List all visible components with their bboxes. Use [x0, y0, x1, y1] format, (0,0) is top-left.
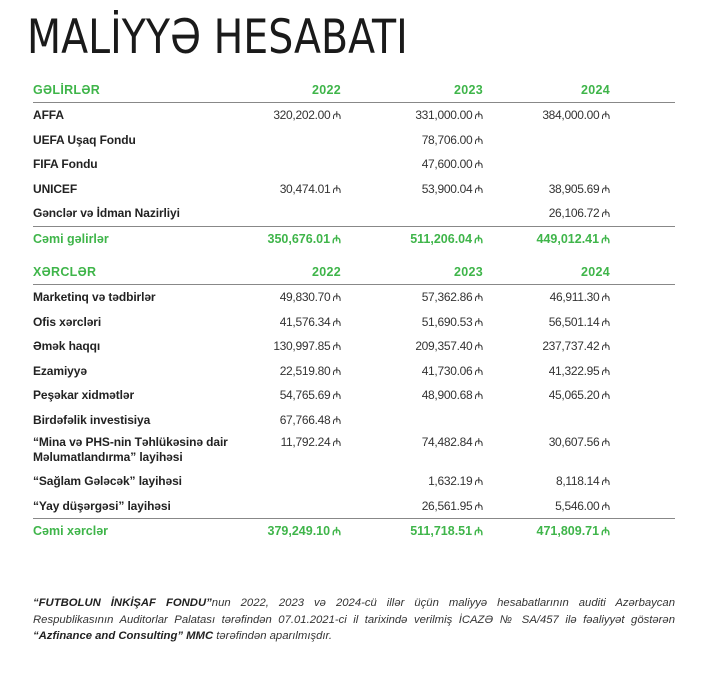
- row-label: Marketinq və tədbirlər: [33, 290, 156, 304]
- cell-value: 78,706.00 ₼: [421, 132, 483, 147]
- manat-icon: ₼: [474, 526, 483, 538]
- note-text-1: nun 2022, 2023 və 2024-cü illər üçün maliyyə hesabatlarının auditi Azərbaycan Respublikasının Auditorlar Palatası tərəfindən 07.01.2021-ci il tarixində verilmiş İCAZƏ № SA/457 ilə fəaliyyət göstərən: [33, 597, 675, 626]
- section-heading: XƏRCLƏR: [33, 265, 97, 279]
- row-label: AFFA: [33, 108, 64, 122]
- row-label: “Sağlam Gələcək” layihəsi: [33, 474, 182, 488]
- total-value: 350,676.01 ₼: [267, 231, 341, 246]
- row-label: UNICEF: [33, 181, 78, 196]
- note-auditor: “Azfinance and Consulting” MMC: [33, 630, 214, 642]
- total-value: 511,718.51 ₼: [410, 524, 483, 538]
- manat-icon: ₼: [601, 233, 610, 246]
- income-table: [33, 80, 675, 251]
- manat-icon: ₼: [601, 390, 610, 402]
- cell-value: 331,000.00 ₼: [415, 108, 483, 122]
- expenses-header-row: [33, 262, 675, 285]
- audit-note: [33, 595, 675, 645]
- manat-icon: ₼: [474, 476, 483, 488]
- cell-value: 47,600.00 ₼: [421, 157, 483, 171]
- table-row: [33, 383, 675, 408]
- section-heading: GƏLİRLƏR: [33, 83, 101, 97]
- total-label: Cəmi xərclər: [33, 524, 109, 538]
- cell-value: 48,900.68 ₼: [421, 388, 483, 402]
- cell-value: 209,357.40 ₼: [415, 339, 483, 353]
- table-row: [33, 408, 675, 433]
- manat-icon: ₼: [332, 390, 341, 402]
- manat-icon: ₼: [332, 183, 341, 196]
- total-value: 511,206.04 ₼: [410, 231, 483, 246]
- table-row: [33, 201, 675, 226]
- manat-icon: ₼: [474, 365, 483, 378]
- manat-icon: ₼: [474, 183, 483, 196]
- year-header: 2022: [311, 83, 341, 97]
- cell-value: 1,632.19 ₼: [428, 474, 483, 488]
- year-header: 2022: [311, 265, 341, 279]
- cell-value: 67,766.48 ₼: [279, 412, 341, 427]
- row-label: FIFA Fondu: [33, 157, 98, 171]
- manat-icon: ₼: [332, 233, 341, 246]
- cell-value: 74,482.84 ₼: [421, 435, 483, 449]
- table-row: [33, 177, 675, 202]
- expenses-total-row: [33, 518, 675, 544]
- table-row: [33, 432, 675, 469]
- row-label: Əmək haqqı: [33, 339, 101, 353]
- table-row: [33, 285, 675, 310]
- page-title: MALİYYƏ HESABATI: [27, 10, 408, 65]
- manat-icon: ₼: [474, 134, 483, 147]
- manat-icon: ₼: [474, 316, 483, 329]
- row-label: “Yay düşərgəsi” layihəsi: [33, 498, 171, 513]
- row-label: Peşəkar xidmətlər: [33, 388, 135, 402]
- note-text-2: tərəfindən aparılmışdır.: [213, 630, 333, 642]
- table-row: [33, 359, 675, 384]
- cell-value: 51,690.53 ₼: [421, 314, 483, 329]
- manat-icon: ₼: [601, 341, 610, 353]
- cell-value: 5,546.00 ₼: [555, 498, 610, 513]
- total-value: 379,249.10 ₼: [267, 524, 341, 538]
- manat-icon: ₼: [601, 292, 610, 304]
- manat-icon: ₼: [474, 233, 483, 246]
- cell-value: 30,607.56 ₼: [548, 435, 610, 449]
- cell-value: 30,474.01 ₼: [279, 181, 341, 196]
- income-total-row: [33, 226, 675, 252]
- row-label: UEFA Uşaq Fondu: [33, 132, 136, 147]
- cell-value: 41,576.34 ₼: [279, 314, 341, 329]
- manat-icon: ₼: [332, 316, 341, 329]
- total-value: 449,012.41 ₼: [536, 231, 610, 246]
- row-label: Birdəfəlik investisiya: [33, 412, 151, 427]
- manat-icon: ₼: [332, 110, 341, 122]
- manat-icon: ₼: [601, 476, 610, 488]
- manat-icon: ₼: [474, 500, 483, 513]
- cell-value: 56,501.14 ₼: [548, 314, 610, 329]
- year-header: 2023: [453, 83, 483, 97]
- cell-value: 41,322.95 ₼: [548, 363, 610, 378]
- year-header: 2024: [580, 83, 610, 97]
- manat-icon: ₼: [332, 365, 341, 378]
- row-label: Ezamiyyə: [33, 363, 87, 378]
- table-row: [33, 469, 675, 494]
- manat-icon: ₼: [601, 437, 610, 449]
- manat-icon: ₼: [332, 526, 341, 538]
- year-header: 2024: [580, 265, 610, 279]
- manat-icon: ₼: [474, 437, 483, 449]
- cell-value: 53,900.04 ₼: [421, 181, 483, 196]
- manat-icon: ₼: [601, 110, 610, 122]
- manat-icon: ₼: [601, 526, 610, 538]
- table-row: [33, 152, 675, 177]
- cell-value: 11,792.24 ₼: [280, 435, 341, 449]
- manat-icon: ₼: [601, 208, 610, 220]
- manat-icon: ₼: [474, 159, 483, 171]
- row-label: “Mina və PHS-nin Təhlükəsinə dair Məlumatlandırma” layihəsi: [33, 435, 228, 464]
- cell-value: 237,737.42 ₼: [542, 339, 610, 353]
- row-label: Gənclər və İdman Nazirliyi: [33, 206, 180, 220]
- cell-value: 320,202.00 ₼: [273, 108, 341, 122]
- year-header: 2023: [453, 265, 483, 279]
- table-row: [33, 103, 675, 128]
- cell-value: 38,905.69 ₼: [548, 181, 610, 196]
- expenses-table: [33, 262, 675, 544]
- manat-icon: ₼: [601, 365, 610, 378]
- income-header-row: [33, 80, 675, 103]
- manat-icon: ₼: [332, 414, 341, 427]
- manat-icon: ₼: [474, 292, 483, 304]
- total-value: 471,809.71 ₼: [536, 524, 610, 538]
- cell-value: 46,911.30 ₼: [549, 290, 610, 304]
- manat-icon: ₼: [601, 500, 610, 513]
- table-row: [33, 310, 675, 335]
- cell-value: 57,362.86 ₼: [421, 290, 483, 304]
- cell-value: 45,065.20 ₼: [548, 388, 610, 402]
- manat-icon: ₼: [474, 110, 483, 122]
- cell-value: 130,997.85 ₼: [273, 339, 341, 353]
- cell-value: 54,765.69 ₼: [279, 388, 341, 402]
- cell-value: 26,106.72 ₼: [548, 206, 610, 220]
- cell-value: 26,561.95 ₼: [421, 498, 483, 513]
- note-org: “FUTBOLUN İNKİŞAF FONDU”: [33, 597, 212, 609]
- table-row: [33, 334, 675, 359]
- manat-icon: ₼: [332, 292, 341, 304]
- manat-icon: ₼: [601, 316, 610, 329]
- manat-icon: ₼: [474, 341, 483, 353]
- table-row: [33, 128, 675, 153]
- manat-icon: ₼: [332, 437, 341, 449]
- cell-value: 384,000.00 ₼: [542, 108, 610, 122]
- manat-icon: ₼: [601, 183, 610, 196]
- manat-icon: ₼: [332, 341, 341, 353]
- cell-value: 49,830.70 ₼: [279, 290, 341, 304]
- cell-value: 22,519.80 ₼: [279, 363, 341, 378]
- table-row: [33, 494, 675, 519]
- cell-value: 8,118.14 ₼: [555, 474, 610, 488]
- row-label: Ofis xərcləri: [33, 314, 102, 329]
- total-label: Cəmi gəlirlər: [33, 231, 109, 246]
- cell-value: 41,730.06 ₼: [421, 363, 483, 378]
- manat-icon: ₼: [474, 390, 483, 402]
